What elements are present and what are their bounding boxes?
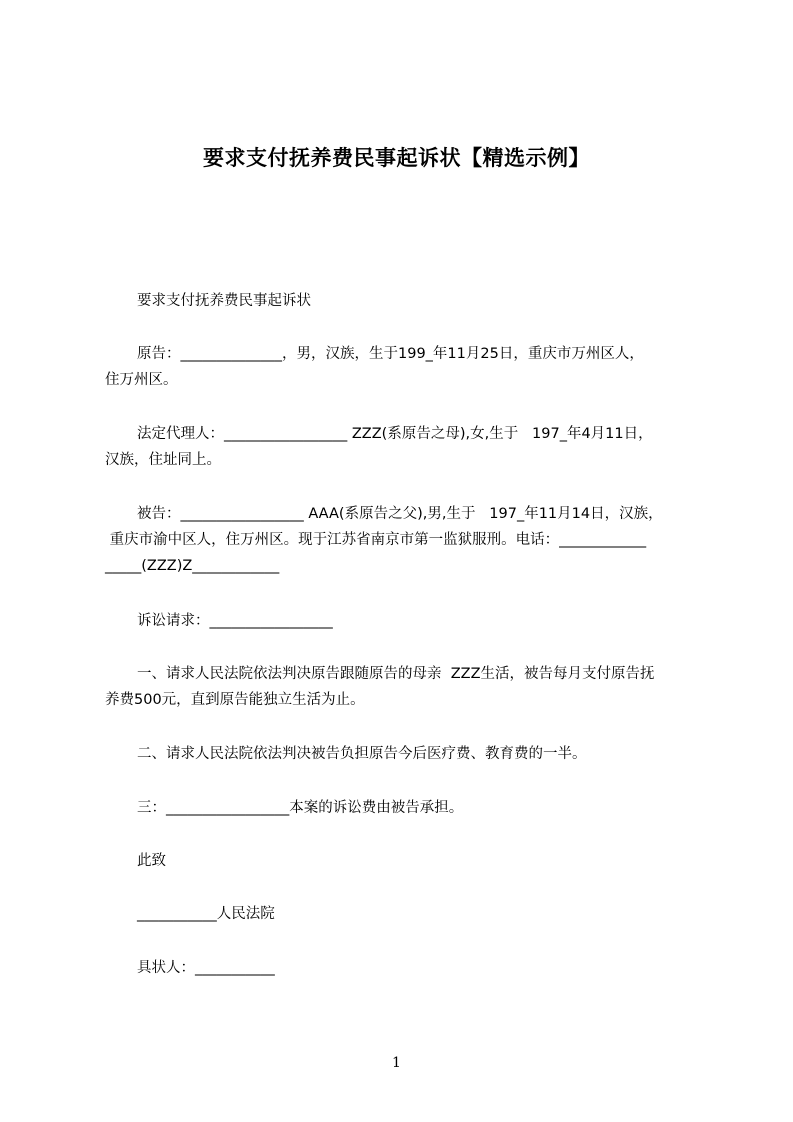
agent-paragraph	[105, 421, 717, 473]
court-name: ___________人民法院	[137, 906, 275, 922]
document-title: 要求支付抚养费民事起诉状【精选示例】	[203, 146, 590, 170]
claim-1-line-2: 养费500元，直到原告能独立生活为止。	[105, 692, 365, 708]
claims-heading: 诉讼请求：_________________	[137, 613, 333, 629]
claim-1-paragraph	[105, 661, 717, 713]
plaintiff-paragraph	[105, 341, 717, 393]
defendant-line-2: 重庆市渝中区人，住万州区。现于江苏省南京市第一监狱服刑。电话：____________	[105, 532, 647, 548]
claim-2: 二、请求人民法院依法判决被告负担原告今后医疗费、教育费的一半。	[137, 746, 587, 762]
plaintiff-line-2: 住万州区。	[105, 372, 178, 388]
agent-line-1: 法定代理人：_________________ ZZZ(系原告之母),女,生于 197_年4月11日，	[137, 426, 653, 442]
defendant-paragraph	[105, 501, 717, 579]
signer: 具状人：___________	[137, 960, 275, 976]
subtitle: 要求支付抚养费民事起诉状	[137, 293, 311, 309]
salutation: 此致	[137, 853, 166, 869]
page-number: 1	[392, 1055, 401, 1071]
agent-line-2: 汉族，住址同上。	[105, 452, 221, 468]
plaintiff-line-1: 原告：______________，男，汉族，生于199_年11月25日，重庆市万州区人，	[137, 346, 644, 362]
defendant-line-1: 被告：_________________ AAA(系原告之父),男,生于 197_年11月14日，汉族，	[137, 506, 663, 522]
claim-3: 三：_________________本案的诉讼费由被告承担。	[137, 800, 464, 816]
claim-1-line-1: 一、请求人民法院依法判决原告跟随原告的母亲 ZZZ生活，被告每月支付原告抚	[137, 666, 655, 682]
defendant-line-3: _____(ZZZ)Z____________	[105, 558, 280, 574]
